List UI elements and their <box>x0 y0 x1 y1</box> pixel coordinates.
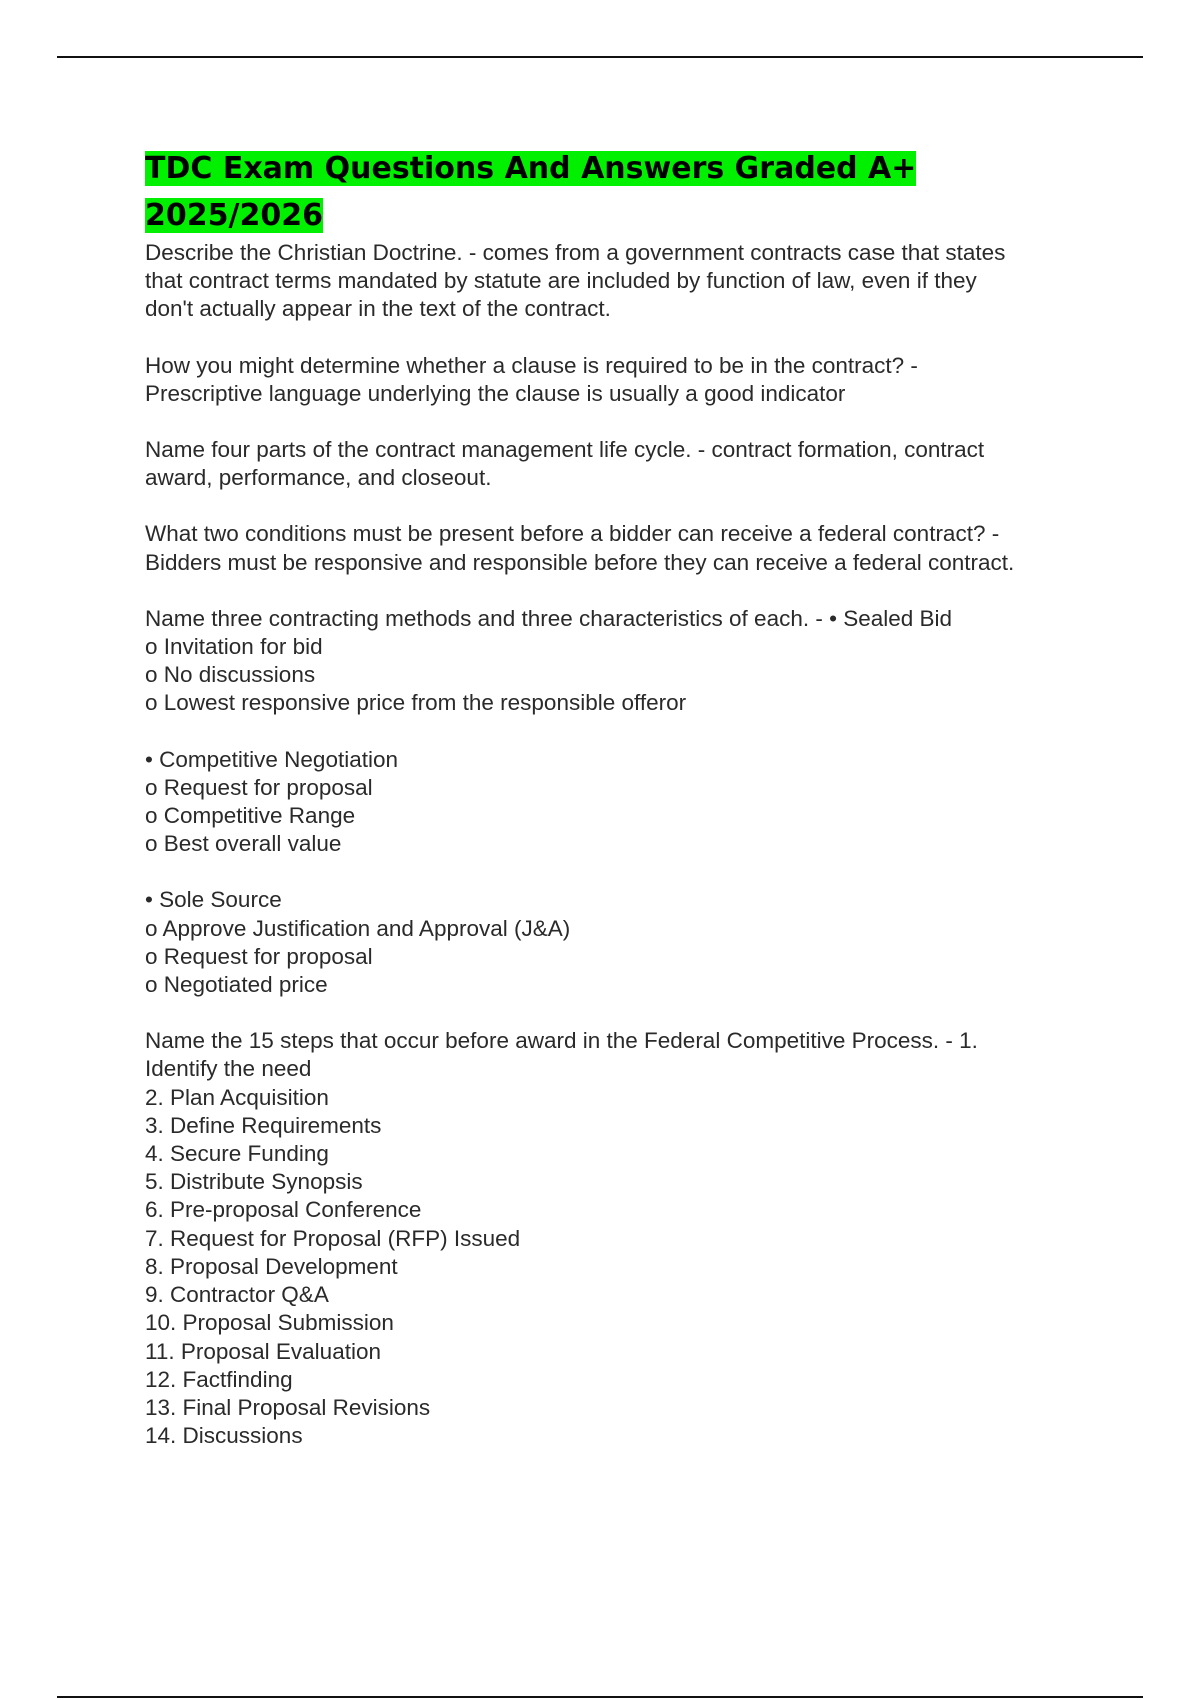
qa-line: 2. Plan Acquisition <box>145 1084 329 1110</box>
qa-block <box>145 886 1090 999</box>
qa-line: o Lowest responsive price from the responsible offeror <box>145 690 687 716</box>
qa-line: How you might determine whether a clause is required to be in the contract? - <box>145 352 918 378</box>
qa-line: 4. Secure Funding <box>145 1141 329 1167</box>
bottom-rule <box>57 1696 1143 1698</box>
document-title <box>145 145 1090 239</box>
qa-line: Name the 15 steps that occur before award in the Federal Competitive Process. - 1. <box>145 1028 978 1054</box>
qa-line: Name three contracting methods and three characteristics of each. - • Sealed Bid <box>145 605 953 631</box>
qa-line: Identify the need <box>145 1056 312 1082</box>
qa-block <box>145 1027 1090 1450</box>
qa-line: 5. Distribute Synopsis <box>145 1169 363 1195</box>
qa-line: 12. Factfinding <box>145 1366 293 1392</box>
qa-line: Describe the Christian Doctrine. - comes from a government contracts case that states <box>145 240 1006 265</box>
qa-block <box>145 239 1090 324</box>
qa-block <box>145 352 1090 408</box>
qa-line: 3. Define Requirements <box>145 1112 382 1138</box>
qa-line: 13. Final Proposal Revisions <box>145 1394 431 1420</box>
qa-line: don't actually appear in the text of the contract. <box>145 296 611 322</box>
qa-line: o Competitive Range <box>145 803 356 829</box>
qa-line: Prescriptive language underlying the clause is usually a good indicator <box>145 380 846 406</box>
qa-line: 10. Proposal Submission <box>145 1310 394 1336</box>
qa-block <box>145 605 1090 718</box>
qa-line: What two conditions must be present before a bidder can receive a federal contract? - <box>145 521 1000 547</box>
qa-line: o Request for proposal <box>145 774 373 800</box>
qa-block <box>145 520 1090 576</box>
title-line: 2025/2026 <box>145 198 323 233</box>
qa-line: o No discussions <box>145 662 316 688</box>
qa-line: 6. Pre-proposal Conference <box>145 1197 422 1223</box>
qa-line: 14. Discussions <box>145 1423 303 1449</box>
qa-block <box>145 746 1090 859</box>
qa-line: 7. Request for Proposal (RFP) Issued <box>145 1225 521 1251</box>
qa-line: 11. Proposal Evaluation <box>145 1338 381 1364</box>
qa-line: award, performance, and closeout. <box>145 465 492 491</box>
qa-block <box>145 436 1090 492</box>
qa-line: o Approve Justification and Approval (J&A) <box>145 915 571 941</box>
qa-line: o Request for proposal <box>145 943 373 969</box>
qa-line: Bidders must be responsive and responsible before they can receive a federal contract. <box>145 549 1015 575</box>
qa-line: • Sole Source <box>145 887 282 913</box>
qa-line: that contract terms mandated by statute are included by function of law, even if they <box>145 268 977 294</box>
qa-line: Name four parts of the contract management life cycle. - contract formation, contract <box>145 437 985 463</box>
qa-line: o Best overall value <box>145 831 342 857</box>
qa-line: o Invitation for bid <box>145 634 323 660</box>
title-line: TDC Exam Questions And Answers Graded A+ <box>145 151 917 186</box>
qa-line: 8. Proposal Development <box>145 1253 398 1279</box>
qa-line: 9. Contractor Q&A <box>145 1282 329 1308</box>
qa-line: • Competitive Negotiation <box>145 746 399 772</box>
document-body <box>145 145 1090 1478</box>
top-rule <box>57 56 1143 58</box>
qa-line: o Negotiated price <box>145 972 328 998</box>
